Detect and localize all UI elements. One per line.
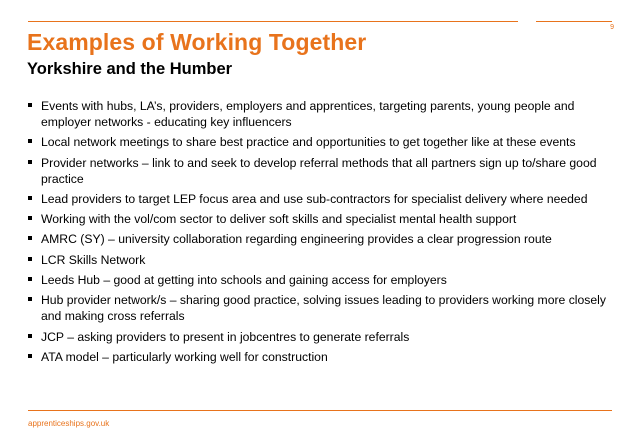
square-bullet-icon <box>28 196 32 200</box>
header-rule-left <box>28 21 518 22</box>
bullet-text: JCP – asking providers to present in jobcentres to generate referrals <box>41 329 410 344</box>
bullet-text: ATA model – particularly working well for construction <box>41 349 328 364</box>
square-bullet-icon <box>28 160 32 164</box>
bullet-text: Lead providers to target LEP focus area and use sub-contractors for specialist delivery where needed <box>41 191 588 206</box>
bullet-text: Provider networks – link to and seek to develop referral methods that all partners sign up to/share good practice <box>41 155 597 186</box>
bullet-item <box>27 231 613 247</box>
header-rule-right <box>536 21 612 22</box>
square-bullet-icon <box>28 139 32 143</box>
footer-rule <box>28 410 612 411</box>
square-bullet-icon <box>28 354 32 358</box>
bullet-text: Hub provider network/s – sharing good practice, solving issues leading to providers working more closely and making cross referrals <box>41 293 606 324</box>
bullet-text: AMRC (SY) – university collaboration regarding engineering provides a clear progression route <box>41 232 552 247</box>
bullet-text: Events with hubs, LA’s, providers, employers and apprentices, targeting parents, young people and employer networks - educating key influencers <box>41 99 575 129</box>
bullet-item <box>27 252 613 268</box>
page-number: 9 <box>610 24 614 31</box>
bullet-item <box>27 155 613 187</box>
slide-title: Examples of Working Together <box>27 29 367 55</box>
square-bullet-icon <box>28 277 32 281</box>
bullet-item <box>27 349 613 365</box>
square-bullet-icon <box>28 236 32 240</box>
square-bullet-icon <box>28 103 32 107</box>
bullet-item <box>27 329 613 345</box>
bullet-item <box>27 211 613 227</box>
bullet-item <box>27 292 613 324</box>
bullet-text: Leeds Hub – good at getting into schools and gaining access for employers <box>41 273 447 288</box>
bullet-item <box>27 134 613 150</box>
bullet-item <box>27 98 613 130</box>
square-bullet-icon <box>28 334 32 338</box>
bullet-item <box>27 272 613 288</box>
square-bullet-icon <box>28 257 32 261</box>
bullet-text: Working with the vol/com sector to deliver soft skills and specialist mental health support <box>41 212 517 227</box>
bullet-text: LCR Skills Network <box>41 252 146 267</box>
slide-subtitle: Yorkshire and the Humber <box>27 60 233 78</box>
bullet-list <box>27 98 613 369</box>
bullet-item <box>27 191 613 207</box>
bullet-text: Local network meetings to share best practice and opportunities to get together like at these events <box>41 135 576 150</box>
footer-url: apprenticeships.gov.uk <box>28 419 110 428</box>
square-bullet-icon <box>28 297 32 301</box>
square-bullet-icon <box>28 216 32 220</box>
